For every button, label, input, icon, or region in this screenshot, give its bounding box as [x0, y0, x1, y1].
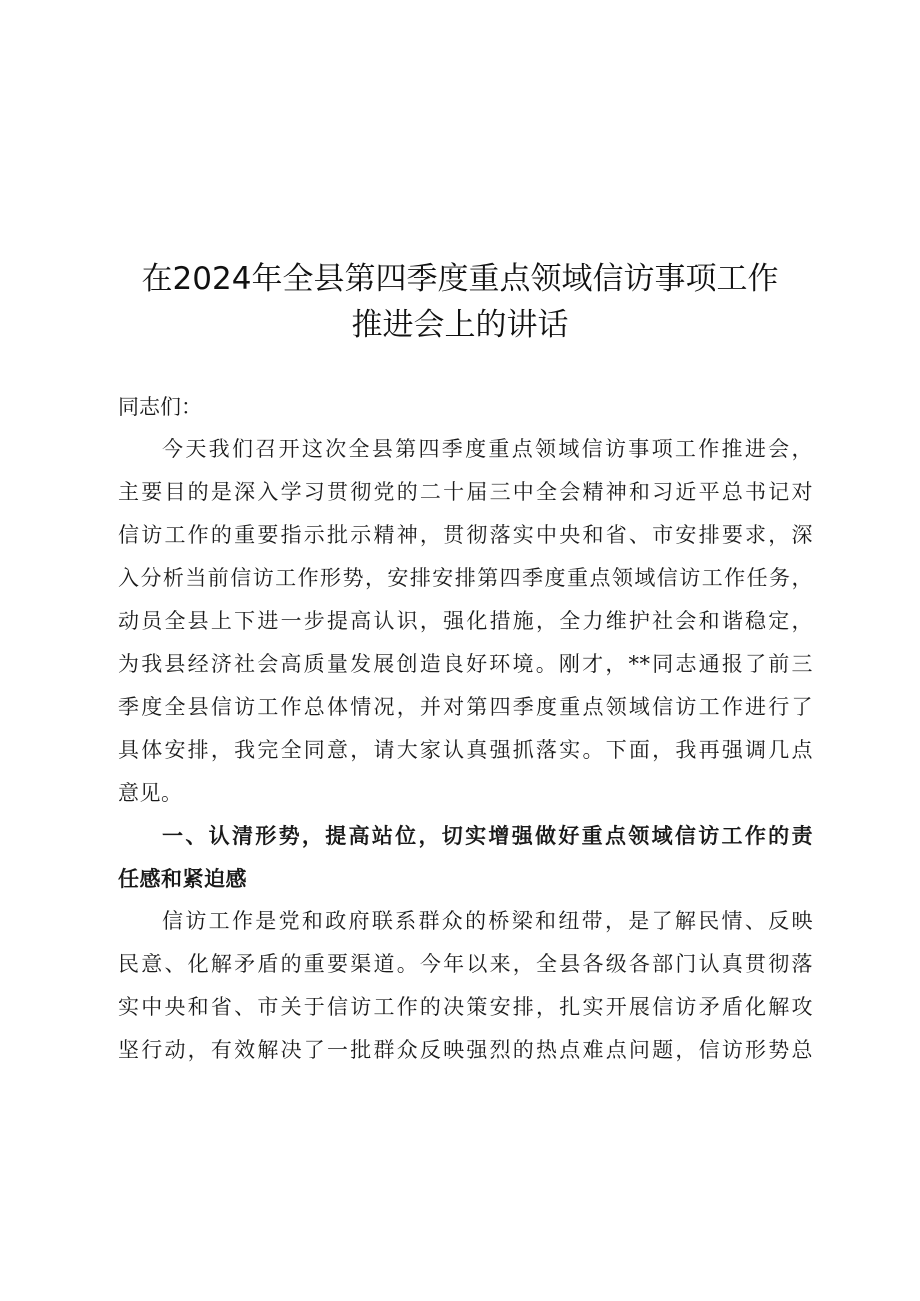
section-heading-1 — [118, 814, 813, 900]
paragraph-line: 民意、化解矛盾的重要渠道。今年以来，全县各级各部门认真贯彻落 — [118, 952, 813, 976]
paragraph-line: 坚行动，有效解决了一批群众反映强烈的热点难点问题，信访形势总 — [118, 1038, 813, 1062]
paragraph-line: 信访工作是党和政府联系群众的桥梁和纽带，是了解民情、反映 — [162, 909, 813, 933]
document-title-line-1: 在2024年全县第四季度重点领域信访事项工作 — [141, 261, 779, 297]
paragraph-line: 入分析当前信访工作形势，安排安排第四季度重点领域信访工作任务， — [118, 566, 813, 590]
paragraph-line: 动员全县上下进一步提高认识，强化措施，全力维护社会和谐稳定， — [118, 609, 813, 633]
paragraph-section-1 — [118, 900, 813, 1072]
paragraph-line: 季度全县信访工作总体情况，并对第四季度重点领域信访工作进行了 — [118, 695, 813, 719]
paragraph-intro — [118, 428, 813, 815]
paragraph-line: 今天我们召开这次全县第四季度重点领域信访事项工作推进会， — [162, 437, 813, 461]
paragraph-line: 意见。 — [118, 781, 183, 805]
salutation: 同志们： — [118, 395, 202, 419]
paragraph-line: 为我县经济社会高质量发展创造良好环境。刚才，**同志通报了前三 — [118, 652, 813, 676]
paragraph-line: 实中央和省、市关于信访工作的决策安排，扎实开展信访矛盾化解攻 — [118, 995, 813, 1019]
paragraph-line: 具体安排，我完全同意，请大家认真强抓落实。下面，我再强调几点 — [118, 738, 813, 762]
paragraph-line: 主要目的是深入学习贯彻党的二十届三中全会精神和习近平总书记对 — [118, 480, 813, 504]
heading-line: 任感和紧迫感 — [118, 866, 247, 891]
paragraph-line: 信访工作的重要指示批示精神，贯彻落实中央和省、市安排要求，深 — [118, 523, 813, 547]
heading-line: 一、认清形势，提高站位，切实增强做好重点领域信访工作的责 — [162, 823, 813, 848]
document-title-line-2: 推进会上的讲话 — [351, 307, 569, 343]
